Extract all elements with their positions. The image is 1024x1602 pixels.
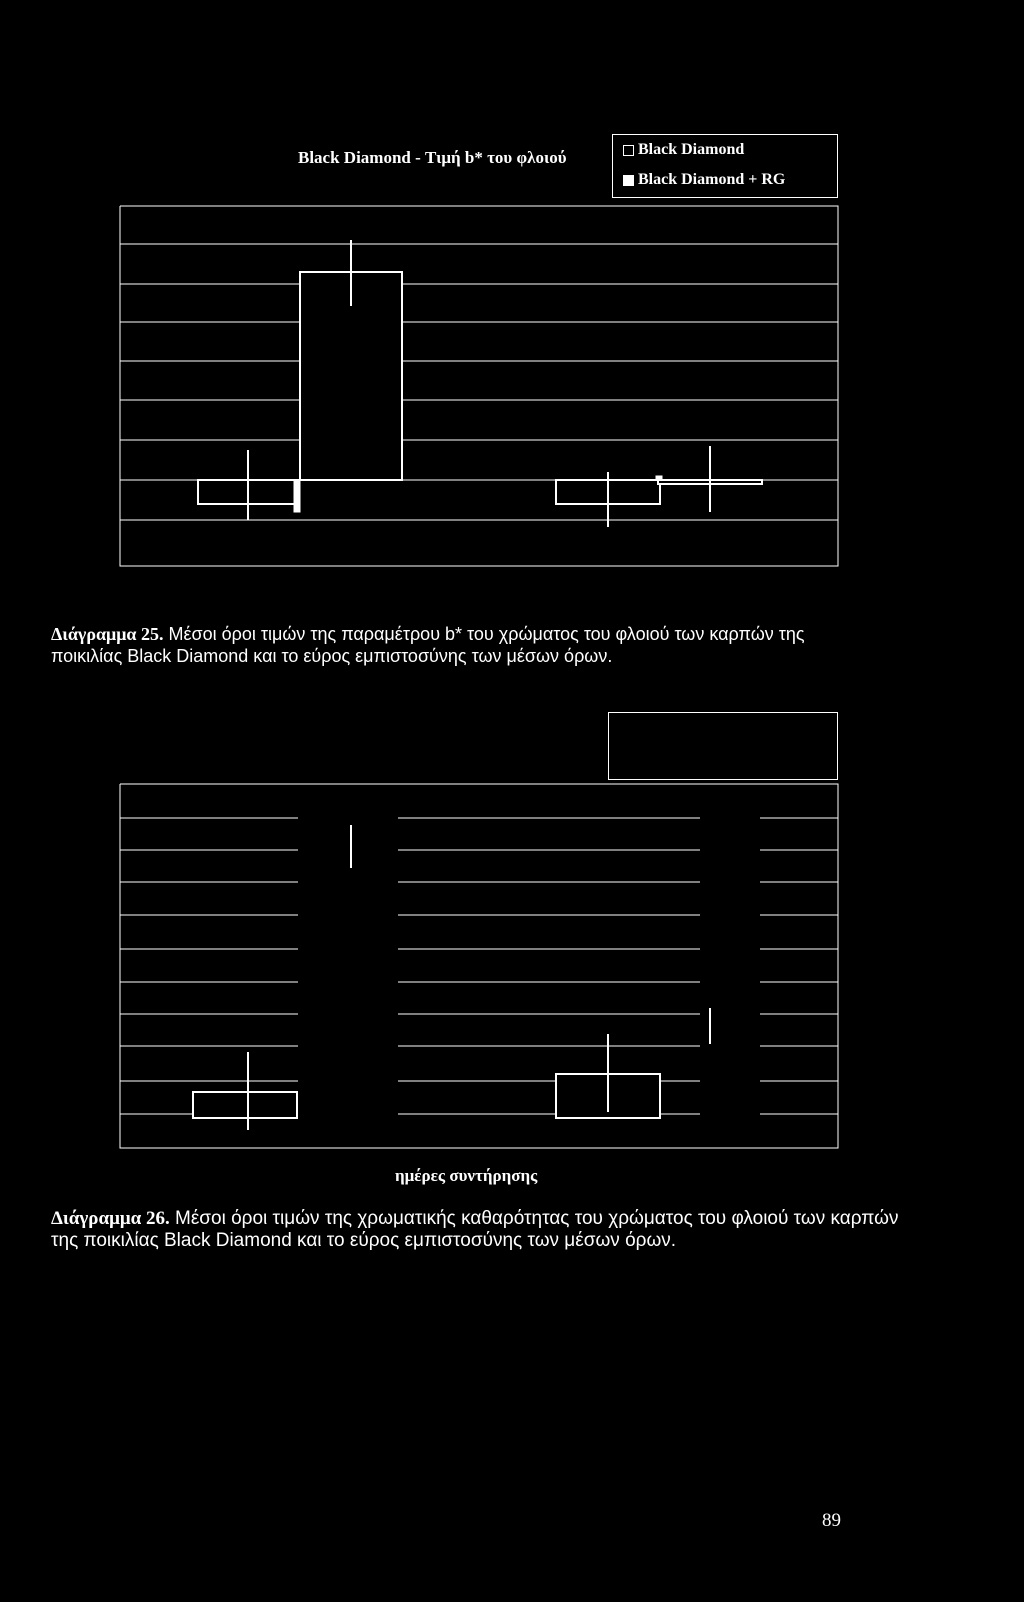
caption-text: της ποικιλίας Black Diamond και το εύρος εμπιστοσύνης των μέσων όρων. [51,1230,677,1251]
caption-label: Διάγραμμα 26. [51,1208,170,1229]
caption-text: ποικιλίας Black Diamond και το εύρος εμπιστοσύνης των μέσων όρων. [51,646,613,666]
caption-label: Διάγραμμα 25. [51,624,164,644]
bar [193,1092,297,1118]
caption-26 [51,1208,898,1252]
page-number: 89 [822,1510,841,1531]
caption-text: Μέσοι όροι τιμών της χρωματικής καθαρότητας του χρώματος του φλοιού των καρπών [175,1208,899,1229]
legend-label: Black Diamond [638,141,745,158]
legend-label: Black Diamond + RG [638,171,786,188]
chart-title: Black Diamond - Τιμή b* του φλοιού [298,148,567,167]
bars [193,825,710,1130]
gridlines [120,818,838,1114]
caption-text: Μέσοι όροι τιμών της παραμέτρου b* του χρώματος του φλοιού των καρπών της [168,624,805,644]
x-axis-label: ημέρες συντήρησης [395,1166,538,1185]
